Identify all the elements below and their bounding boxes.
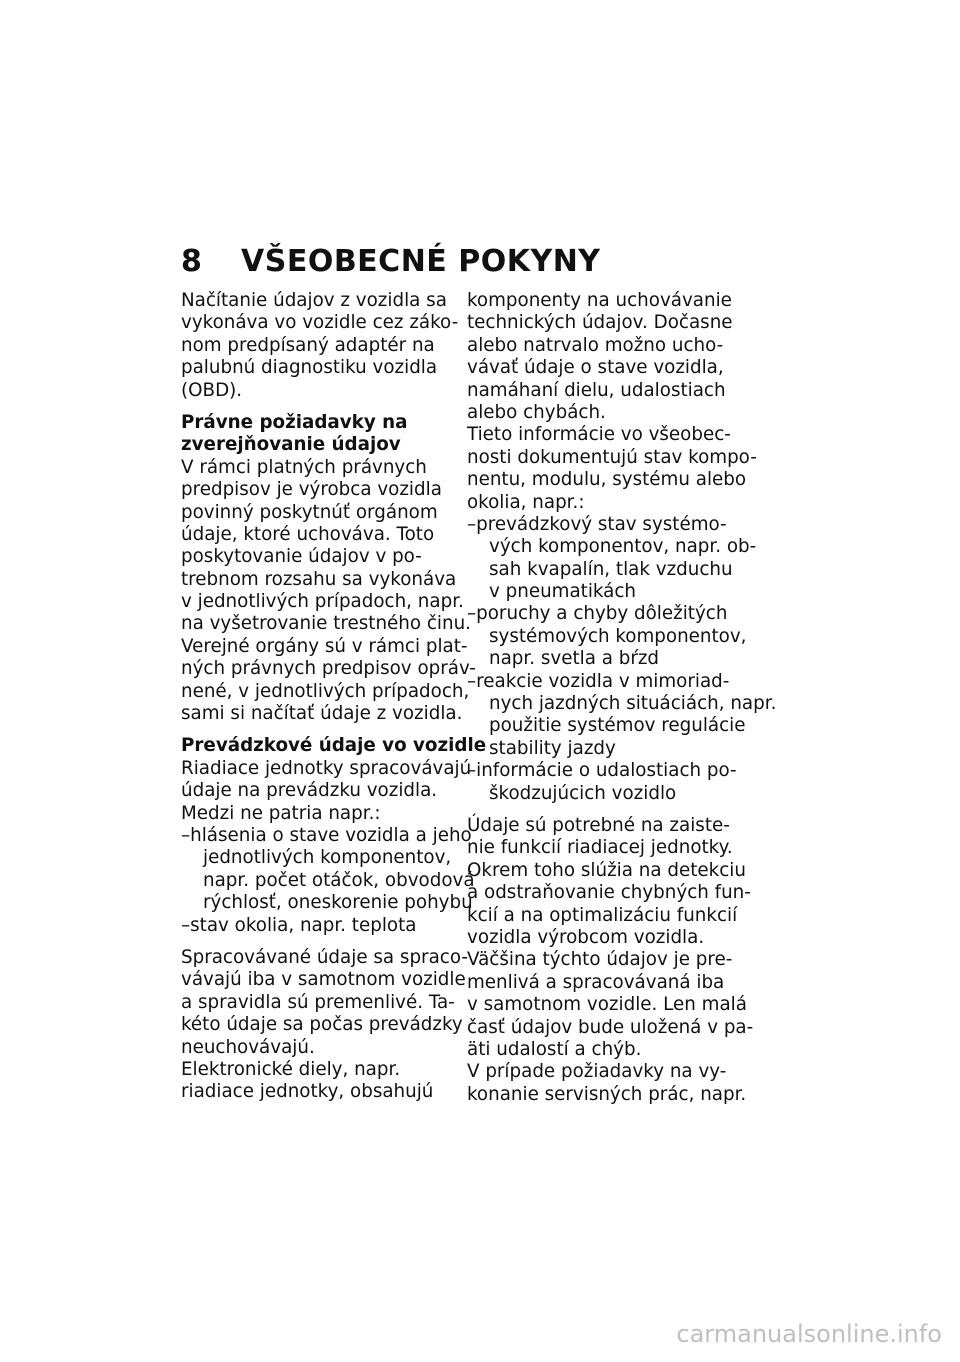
- text-line: nych jazdných situáciách, napr.: [489, 693, 777, 715]
- text-line: –poruchy a chyby dôležitých: [467, 603, 728, 625]
- text-line: Načítanie údajov z vozidla sa: [181, 290, 447, 311]
- text-line: vávať údaje o stave vozidla,: [467, 357, 724, 379]
- text-line: na vyšetrovanie trestného činu.: [181, 613, 471, 635]
- text-line: nom predpísaný adaptér na: [181, 334, 435, 356]
- text-line: poskytovanie údajov v po-: [181, 546, 422, 568]
- text-line: neuchovávajú.: [181, 1036, 315, 1058]
- text-line: a spravidla sú premenlivé. Ta-: [181, 991, 455, 1013]
- text-line: údaje na prevádzku vozidla.: [181, 780, 438, 802]
- text-line: napr. svetla a bŕzd: [489, 648, 660, 670]
- paragraph-gap: [181, 725, 453, 735]
- text-line: technických údajov. Dočasne: [467, 312, 733, 334]
- chapter-number: 8: [181, 244, 203, 279]
- text-line: Medzi ne patria napr.:: [181, 802, 381, 824]
- text-line: V rámci platných právnych: [181, 456, 427, 478]
- text-line: Okrem toho slúžia na detekciu: [467, 859, 746, 881]
- text-line: vykonáva vo vozidle cez záko-: [181, 312, 459, 334]
- text-line: kcií a na optimalizáciu funkcií: [467, 904, 738, 926]
- text-line: použitie systémov regulácie: [489, 715, 746, 737]
- text-line: a odstraňovanie chybných fun-: [467, 882, 751, 904]
- text-line: –stav okolia, napr. teplota: [181, 914, 417, 936]
- text-line: –reakcie vozidla v mimoriad-: [467, 670, 730, 692]
- text-line: v pneumatikách: [489, 581, 637, 603]
- text-line: časť údajov bude uložená v pa-: [467, 1016, 754, 1038]
- text-line: vých komponentov, napr. ob-: [489, 536, 757, 558]
- text-line: škodzujúcich vozidlo: [489, 782, 677, 804]
- text-line: nené, v jednotlivých prípadoch,: [181, 680, 470, 702]
- chapter-heading: [181, 244, 601, 279]
- text-line: äti udalostí a chýb.: [467, 1038, 642, 1060]
- text-line: v jednotlivých prípadoch, napr.: [181, 591, 464, 613]
- text-line: Spracovávané údaje sa spraco-: [181, 946, 468, 968]
- text-line: (OBD).: [181, 379, 243, 401]
- text-line: ných právnych predpisov opráv-: [181, 658, 476, 680]
- text-line: stability jazdy: [489, 737, 616, 759]
- section-heading-line: zverejňovanie údajov: [181, 434, 401, 456]
- text-line: riadiace jednotky, obsahujú: [181, 1081, 434, 1103]
- text-line: vávajú iba v samotnom vozidle: [181, 969, 466, 991]
- text-line: rýchlosť, oneskorenie pohybu: [203, 892, 473, 914]
- watermark-text: carmanualsonline.info: [676, 1320, 942, 1348]
- text-line: –informácie o udalostiach po-: [467, 760, 737, 782]
- paragraph-gap: [181, 937, 453, 947]
- text-line: namáhaní dielu, udalostiach: [467, 379, 726, 401]
- text-line: Tieto informácie vo všeobec-: [467, 424, 731, 446]
- text-line: komponenty na uchovávanie: [467, 290, 732, 311]
- text-line: nie funkcií riadiacej jednotky.: [467, 837, 733, 859]
- text-line: –prevádzkový stav systémo-: [467, 513, 727, 535]
- text-line: menlivá a spracovávaná iba: [467, 971, 725, 993]
- section-heading-line: Právne požiadavky na: [181, 411, 408, 433]
- text-line: Riadiace jednotky spracovávajú: [181, 757, 472, 779]
- text-line: vozidla výrobcom vozidla.: [467, 926, 705, 948]
- chapter-title: VŠEOBECNÉ POKYNY: [241, 244, 601, 279]
- text-line: nosti dokumentujú stav kompo-: [467, 446, 757, 468]
- text-line: Väčšina týchto údajov je pre-: [467, 949, 733, 971]
- text-line: konanie servisných prác, napr.: [467, 1083, 747, 1105]
- text-line: okolia, napr.:: [467, 491, 585, 513]
- right-text-column: [467, 290, 777, 1106]
- text-line: V prípade požiadavky na vy-: [467, 1061, 727, 1083]
- paragraph-gap: [467, 805, 739, 815]
- text-line: sami si načítať údaje z vozidla.: [181, 703, 463, 725]
- text-line: Elektronické diely, napr.: [181, 1058, 401, 1080]
- text-line: jednotlivých komponentov,: [203, 847, 452, 869]
- text-line: alebo chybách.: [467, 401, 606, 423]
- text-line: palubnú diagnostiku vozidla: [181, 357, 438, 379]
- text-line: povinný poskytnúť orgánom: [181, 501, 438, 523]
- text-line: Údaje sú potrebné na zaiste-: [467, 814, 730, 836]
- text-line: nentu, modulu, systému alebo: [467, 469, 747, 491]
- text-line: trebnom rozsahu sa vykonáva: [181, 568, 457, 590]
- text-line: sah kvapalín, tlak vzduchu: [489, 558, 733, 580]
- left-text-column: [181, 290, 487, 1104]
- text-line: systémových komponentov,: [489, 625, 747, 647]
- text-line: v samotnom vozidle. Len malá: [467, 994, 747, 1016]
- text-line: alebo natrvalo možno ucho-: [467, 334, 724, 356]
- text-line: predpisov je výrobca vozidla: [181, 479, 442, 501]
- section-heading-line: Prevádzkové údaje vo vozidle: [181, 735, 487, 757]
- text-line: kéto údaje sa počas prevádzky: [181, 1014, 463, 1036]
- text-line: –hlásenia o stave vozidla a jeho: [181, 824, 472, 846]
- text-line: Verejné orgány sú v rámci plat-: [181, 635, 468, 657]
- paragraph-gap: [181, 402, 453, 412]
- text-line: napr. počet otáčok, obvodová: [203, 869, 475, 891]
- text-line: údaje, ktoré uchováva. Toto: [181, 523, 435, 545]
